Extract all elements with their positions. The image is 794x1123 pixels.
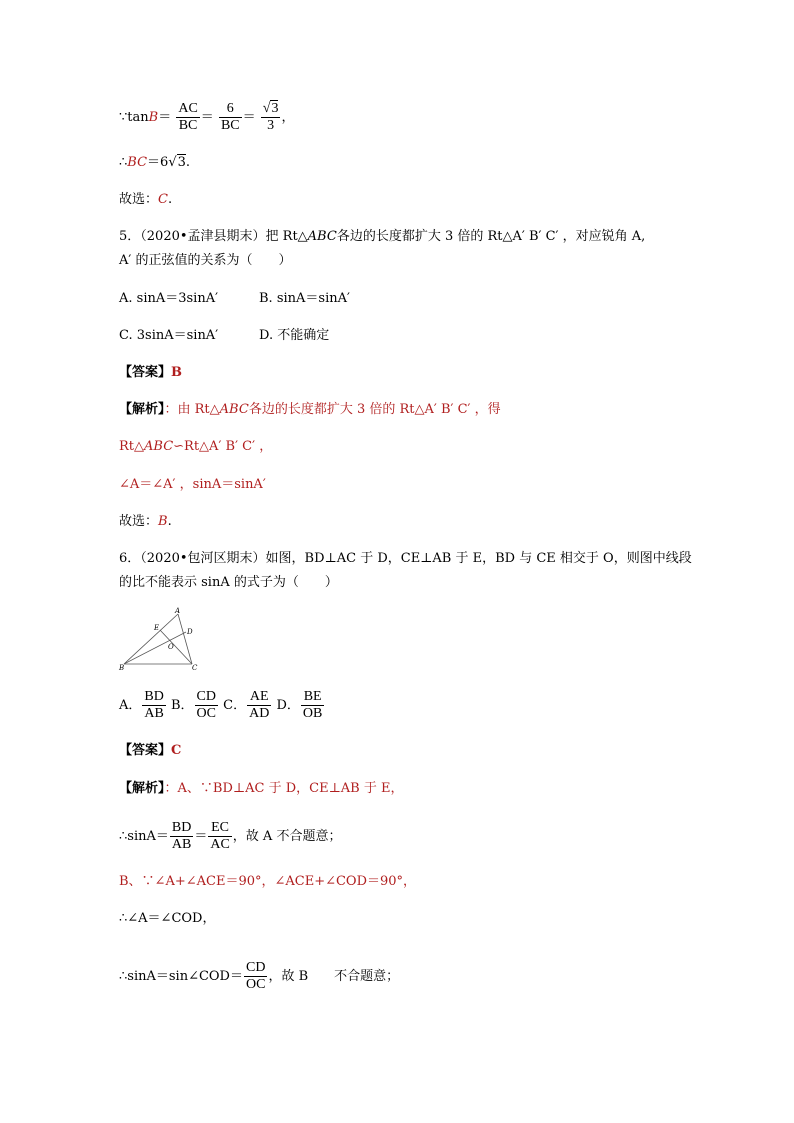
q5-line1: 5．（2020•孟津县期末）把 Rt△ABC各边的长度都扩大 3 倍的 Rt△A′ B′ C′ ，对应锐角 A, xyxy=(119,229,646,244)
fraction-6-bc: $\frac{6}{BC}$ xyxy=(220,101,240,133)
choose-line-1: 故选：C. xyxy=(119,192,173,207)
q5-options-cd xyxy=(119,327,343,345)
q5-choose: 故选：B. xyxy=(119,514,172,529)
label-d: D xyxy=(187,628,193,636)
q6-analysis-4: ∴∠A＝∠COD， xyxy=(119,911,216,926)
tan-var: B xyxy=(148,110,159,125)
q6-answer: 【答案】C xyxy=(119,743,182,758)
q6-option-d: $\frac{BE}{OB}$ xyxy=(302,689,323,721)
q5-option-a: A. sinA＝3sinA′ xyxy=(119,291,219,306)
label-e: E xyxy=(154,624,160,632)
fraction-ac-bc: $\frac{AC}{BC}$ xyxy=(178,101,198,133)
side-ab xyxy=(124,614,178,664)
label-c: C xyxy=(192,664,198,672)
q5-option-c: C. 3sinA＝sinA′ xyxy=(119,328,219,343)
q6-analysis-2: ∴sinA＝ $\frac{BD}{AB}$ ＝ $\frac{EC}{AC}$ ，故 A 不合题意； xyxy=(119,820,342,852)
q5-option-d: D. 不能确定 xyxy=(259,328,330,343)
q5-analysis-2: Rt△ABC∽Rt△A′ B′ C′ ， xyxy=(119,439,273,454)
q6-option-b: $\frac{CD}{OC}$ xyxy=(196,689,216,721)
q6-line2: 的比不能表示 sinA 的式子为（ ） xyxy=(119,575,338,590)
q5-line2: A′ 的正弦值的关系为（ ） xyxy=(119,253,292,268)
q6-option-c: $\frac{AE}{AD}$ xyxy=(249,689,270,721)
q6-analysis-1: 【解析】：A、∵BD⊥AC 于 D，CE⊥AB 于 E， xyxy=(119,781,404,796)
q6-analysis-5: ∴sinA＝sin∠COD＝ $\frac{CD}{OC}$ ，故 B 不合题意； xyxy=(119,960,400,992)
q6-option-a: $\frac{BD}{AB}$ xyxy=(144,689,164,721)
tan-equation: ∵tanB＝ $\frac{AC}{BC}$ ＝ $\frac{6}{BC}$ ＝ $\frac{√3}{3}$ ， xyxy=(119,101,295,133)
triangle-figure xyxy=(116,606,206,672)
label-o: O xyxy=(168,643,174,651)
q5-answer: 【答案】B xyxy=(119,365,183,380)
fraction-root3-3: $\frac{√3}{3}$ xyxy=(262,101,279,133)
q6-analysis-3: B、∵∠A+∠ACE＝90°，∠ACE+∠COD＝90°， xyxy=(119,874,417,889)
q5-options-ab xyxy=(119,290,364,308)
q6-line1: 6．（2020•包河区期末）如图，BD⊥AC 于 D，CE⊥AB 于 E，BD 与 CE 相交于 O，则图中线段 xyxy=(119,551,692,566)
label-a: A xyxy=(175,607,181,615)
q6-options: A． $\frac{BD}{AB}$ B． $\frac{CD}{OC}$ C． $\frac{AE}{AD}$ D． $\frac{BE}{OB}$ xyxy=(119,689,323,721)
q5-option-b: B. sinA＝sinA′ xyxy=(259,291,350,306)
q5-analysis-1: 【解析】：由 Rt△ABC各边的长度都扩大 3 倍的 Rt△A′ B′ C′ ，得 xyxy=(119,402,501,417)
label-b: B xyxy=(119,664,125,672)
q5-analysis-3: ∠A＝∠A′ ，sinA＝sinA′ xyxy=(119,477,266,492)
tan-prefix: ∵tan xyxy=(119,110,149,125)
bc-result: ∴BC＝6√3. xyxy=(119,155,191,170)
